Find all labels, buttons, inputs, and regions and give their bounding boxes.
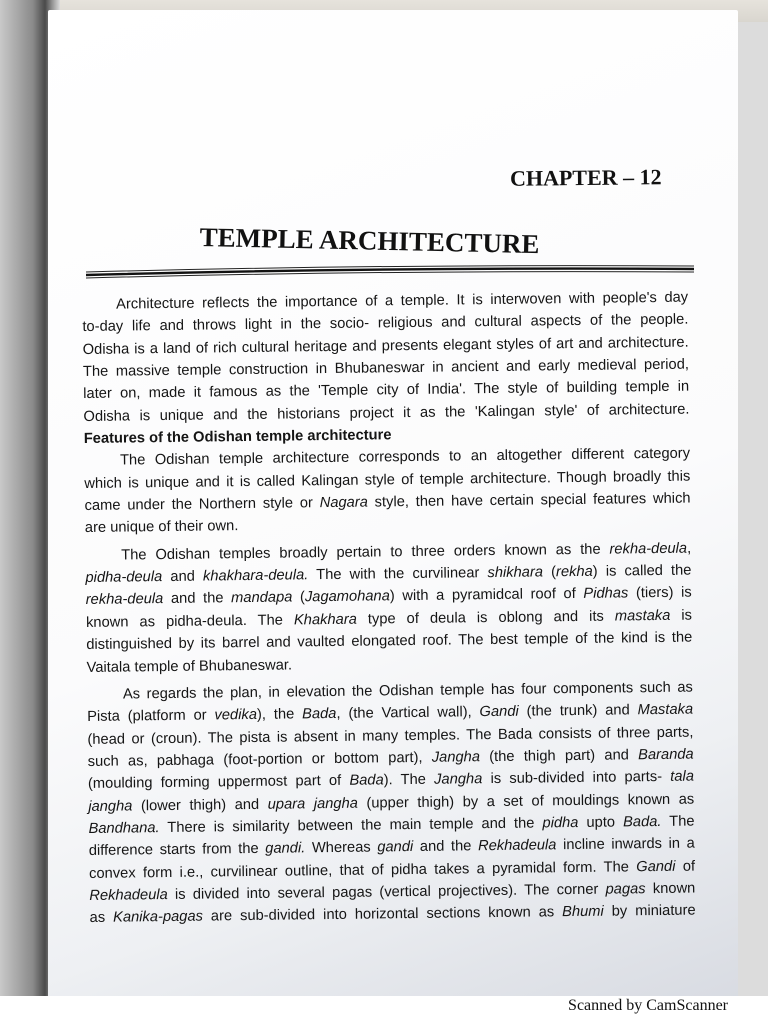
text-line: distinguished by its barrel and vaulted elongated roof. The best temple of the kind is the: [86, 629, 693, 654]
text-line: pidha-deula and khakhara-deula. The with the curvilinear shikhara (rekha) is called the: [85, 562, 692, 587]
text-line: The massive temple construction in Bhubaneswar in ancient and early medieval period,: [82, 356, 690, 381]
scanner-watermark: Scanned by CamScanner: [568, 997, 728, 1014]
title-underline-rule: [86, 262, 694, 282]
paragraph-plan: [87, 676, 696, 929]
text-line: Pista (platform or vedika), the Bada, (the Vartical wall), Gandi (the trunk) and Mastaka: [87, 701, 694, 726]
text-line: The Odishan temple architecture corresponds to an altogether different category: [119, 445, 691, 469]
text-line: As regards the plan, in elevation the Odishan temple has four components such as: [122, 679, 693, 703]
text-line: (moulding forming uppermost part of Bada). The Jangha is sub-divided into parts- tala: [87, 768, 695, 793]
text-line: difference starts from the gandi. Whereas gandi and the Rekhadeula incline inwards in a: [88, 835, 695, 860]
text-line: such as, pabhaga (foot-portion or bottom part), Jangha (the thigh part) and Baranda: [87, 746, 694, 770]
text-line: as Kanika-pagas are sub-divided into horizontal sections known as Bhumi by miniature: [89, 902, 696, 927]
paragraph-features: [84, 443, 691, 540]
text-line: are unique of their own.: [84, 518, 239, 537]
paragraph-orders: [85, 537, 693, 678]
section-heading: Features of the Odishan temple architecture: [83, 427, 392, 448]
text-line: Odisha is a land of rich cultural heritage and presents elegant styles of art and architecture.: [82, 334, 689, 358]
text-line: known as pidha-deula. The Khakhara type of deula is oblong and its mastaka is: [85, 607, 693, 631]
text-line: rekha-deula and the mandapa (Jagamohana) with a pyramidcal roof of Pidhas (tiers) is: [85, 585, 692, 609]
text-line: came under the Northern style or Nagara style, then have certain special features which: [84, 490, 691, 515]
text-line: (head or (croun). The pista is absent in many temples. The Bada consists of three parts,: [87, 724, 694, 748]
text-line: to-day life and throws light in the socio- religious and cultural aspects of the people.: [82, 311, 689, 336]
text-line: later on, made it famous as the 'Temple city of India'. The style of building temple in: [83, 378, 690, 403]
chapter-title: TEMPLE ARCHITECTURE: [199, 222, 540, 260]
paragraph-intro: [82, 287, 690, 428]
text-line: which is unique and it is called Kalingan style of temple architecture. Though broadly this: [84, 468, 691, 492]
text-line: Vaitala temple of Bhubaneswar.: [86, 656, 293, 676]
text-line: Bandhana. There is similarity between the main temple and the pidha upto Bada. The: [88, 813, 695, 837]
text-line: Architecture reflects the importance of a temple. It is interwoven with people's day: [116, 289, 689, 313]
text-line: convex form i.e., curvilinear outline, that of pidha takes a pyramidal form. The Gandi of: [88, 858, 696, 882]
text-line: jangha (lower thigh) and upara jangha (upper thigh) by a set of mouldings known as: [88, 791, 695, 815]
text-line: Rekhadeula is divided into several pagas (vertical projectives). The corner pagas known: [89, 880, 696, 904]
chapter-body: [82, 287, 696, 930]
text-line: Odisha is unique and the historians project it as the 'Kalingan style' of architecture.: [83, 401, 690, 425]
chapter-number: CHAPTER – 12: [509, 164, 662, 191]
text-line: The Odishan temples broadly pertain to three orders known as the rekha-deula,: [121, 540, 692, 564]
